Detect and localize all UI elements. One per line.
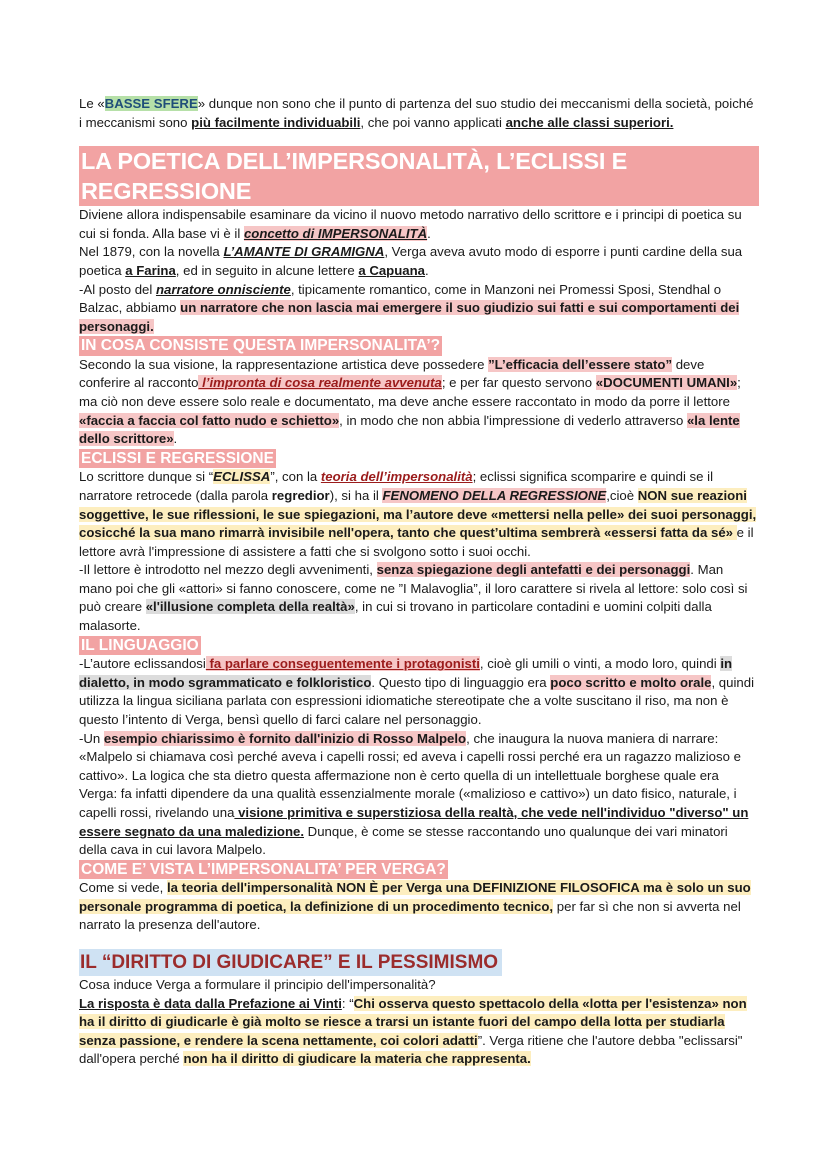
- section-title-impersonalita: IN COSA CONSISTE QUESTA IMPERSONALITA’?: [81, 337, 441, 355]
- section-title-linguaggio: IL LINGUAGGIO: [81, 636, 199, 654]
- linguaggio-paragraph-1: -L’autore eclissandosi fa parlare conseguentemente i protagonisti, cioè gli umili o vinti, a modo loro, quindi in dialetto, in modo sgrammaticato e folkloristico. Questo tipo di linguaggio era poco scritto e molto orale, quindi utilizza la lingua siciliana parlata con espressioni idiomatiche stereotipate che a volte suscitano il riso, ma non è questo l’intento di Verga, bensì quello di farci calare nel personaggio.: [79, 656, 755, 727]
- document-page: [79, 95, 759, 1069]
- section-title-come-vista: COME E’ VISTA L’IMPERSONALITA’ PER VERGA?: [81, 860, 446, 878]
- section-title-poetica: LA POETICA DELL’IMPERSONALITÀ, L’ECLISSI E REGRESSIONE: [79, 146, 759, 206]
- diritto-paragraph: La risposta è data dalla Prefazione ai Vinti: “Chi osserva questo spettacolo della «lotta per l'esistenza» non ha il diritto di giudicarle è già molto se riesce a trarsi un istante fuori del campo della lotta per studiarla senza passione, e rendere la scena nettamente, coi colori adatti”. Verga ritiene che l'autore debba "eclissarsi" dall'opera perché non ha il diritto di giudicare la materia che rappresenta.: [79, 995, 747, 1067]
- diritto-question: Cosa induce Verga a formulare il principio dell'impersonalità?: [79, 976, 436, 992]
- linguaggio-paragraph-2: -Un esempio chiarissimo è fornito dall'inizio di Rosso Malpelo, che inaugura la nuova maniera di narrare: «Malpelo si chiamava così perché aveva i capelli rossi; ed aveva i capelli rossi perché era un ragazzo malizioso e cattivo». La logica che sta dietro questa affermazione non è certo quella di un intellettuale borghese quale era Verga: fa infatti dipendere da una qualità essenzialmente morale («malizioso e cattivo») un dato fisico, naturale, i capelli rossi, rivelando una visione primitiva e superstiziosa della realtà, che vede nell'individuo "diverso" un essere segnato da una maledizione. Dunque, è come se stesse raccontando uno qualunque dei vari minatori della cava in cui lavora Malpelo.: [79, 730, 749, 858]
- poetica-paragraph-1: Diviene allora indispensabile esaminare da vicino il nuovo metodo narrativo dello scrittore e i principi di poetica su cui si fonda. Alla base vi è il concetto di IMPERSONALITÀ.: [79, 207, 742, 241]
- come-vista-paragraph: Come si vede, la teoria dell'impersonalità NON È per Verga una DEFINIZIONE FILOSOFICA ma è solo un suo personale programma di poetica, la definizione di un procedimento tecnico, per far sì che non si avverta nel narrato la presenza dell'autore.: [79, 880, 751, 933]
- impersonalita-paragraph: Secondo la sua visione, la rappresentazione artistica deve possedere ”L’efficacia dell’essere stato” deve conferire al racconto l’impronta di cosa realmente avvenuta; e per far questo servono «DOCUMENTI UMANI»; ma ciò non deve essere solo reale e documentato, ma deve anche essere raccontato in modo da porre il lettore «faccia a faccia col fatto nudo e schietto», in modo che non abbia l'impressione di vederlo attraverso «la lente dello scrittore».: [79, 356, 741, 447]
- intro-paragraph: Le «BASSE SFERE» dunque non sono che il punto di partenza del suo studio dei meccanismi della società, poiché i meccanismi sono più facilmente individuabili, che poi vanno applicati anche alle classi superiori.: [79, 96, 754, 130]
- poetica-paragraph-3: -Al posto del narratore onnisciente, tipicamente romantico, come in Manzoni nei Promessi Sposi, Stendhal o Balzac, abbiamo un narratore che non lascia mai emergere il suo giudizio sui fatti e sui comportamenti dei personaggi.: [79, 281, 740, 334]
- section-title-diritto: IL “DIRITTO DI GIUDICARE” E IL PESSIMISMO: [79, 949, 502, 976]
- section-title-eclissi: ECLISSI E REGRESSIONE: [81, 449, 274, 467]
- eclissi-paragraph-1: Lo scrittore dunque si “ECLISSA”, con la teoria dell’impersonalità; eclissi significa scomparire e quindi se il narratore retrocede (dalla parola regredior), si ha il FENOMENO DELLA REGRESSIONE,cioè NON sue reazioni soggettive, le sue riflessioni, le sue spiegazioni, ma l’autore deve «mettersi nella pelle» dei suoi personaggi, cosicché la sua mano rimarrà invisibile nell'opera, tanto che quest’ultima sembrerà «essersi fatta da sé» e il lettore avrà l'impressione di assistere a fatti che si svolgono sotto i suoi occhi.: [79, 469, 757, 559]
- poetica-paragraph-2: Nel 1879, con la novella L’AMANTE DI GRAMIGNA, Verga aveva avuto modo di esporre i punti cardine della sua poetica a Farina, ed in seguito in alcune lettere a Capuana.: [79, 244, 743, 278]
- highlight-basse-sfere: BASSE SFERE: [104, 96, 198, 111]
- eclissi-paragraph-2: -Il lettore è introdotto nel mezzo degli avvenimenti, senza spiegazione degli antefatti e dei personaggi. Man mano poi che gli «attori» si fanno conoscere, come ne ”I Malavoglia”, il loro carattere si rivela al lettore: solo così si può creare «l'illusione completa della realtà», in cui si trovano in particolare contadini e uomini colpiti dalla malasorte.: [79, 562, 748, 634]
